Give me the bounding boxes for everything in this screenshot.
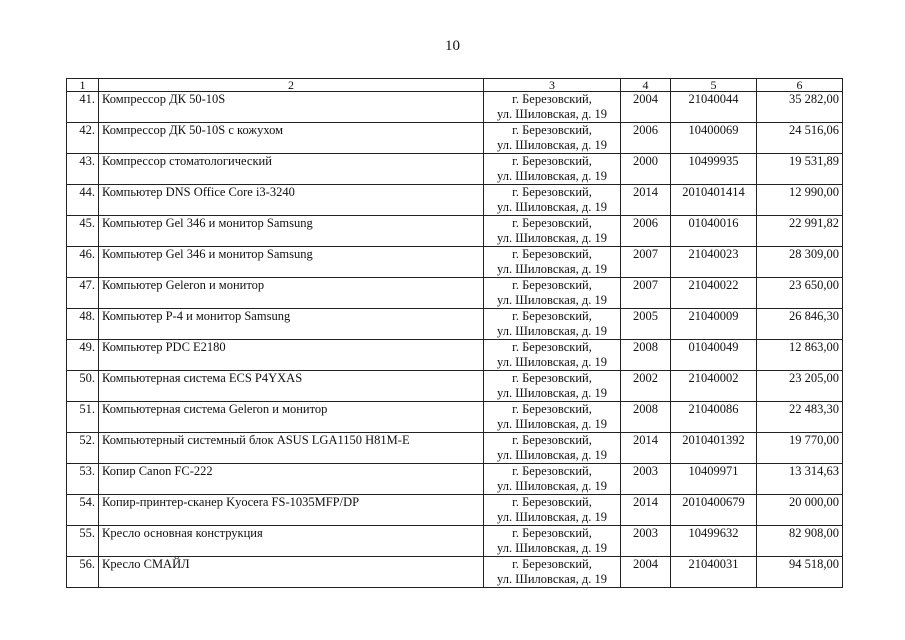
asset-name: Компьютер Gel 346 и монитор Samsung bbox=[99, 247, 484, 278]
address-street: ул. Шиловская, д. 19 bbox=[497, 231, 607, 245]
asset-address bbox=[484, 185, 621, 216]
row-number: 42. bbox=[67, 123, 99, 154]
asset-cost: 23 205,00 bbox=[757, 371, 843, 402]
address-street: ул. Шиловская, д. 19 bbox=[497, 138, 607, 152]
asset-address bbox=[484, 371, 621, 402]
acquisition-year: 2004 bbox=[621, 557, 671, 588]
column-header: 3 bbox=[484, 79, 621, 92]
column-header: 4 bbox=[621, 79, 671, 92]
address-city: г. Березовский, bbox=[512, 123, 592, 137]
address-street: ул. Шиловская, д. 19 bbox=[497, 386, 607, 400]
address-street: ул. Шиловская, д. 19 bbox=[497, 169, 607, 183]
address-city: г. Березовский, bbox=[512, 309, 592, 323]
acquisition-year: 2007 bbox=[621, 247, 671, 278]
asset-address bbox=[484, 123, 621, 154]
inventory-number: 21040031 bbox=[671, 557, 757, 588]
asset-address bbox=[484, 402, 621, 433]
asset-address bbox=[484, 340, 621, 371]
address-city: г. Березовский, bbox=[512, 371, 592, 385]
acquisition-year: 2007 bbox=[621, 278, 671, 309]
address-city: г. Березовский, bbox=[512, 495, 592, 509]
asset-address bbox=[484, 247, 621, 278]
asset-name: Компьютер Gel 346 и монитор Samsung bbox=[99, 216, 484, 247]
inventory-number: 21040023 bbox=[671, 247, 757, 278]
table-row bbox=[67, 557, 843, 588]
address-city: г. Березовский, bbox=[512, 278, 592, 292]
asset-address bbox=[484, 92, 621, 123]
page-number: 10 bbox=[445, 38, 460, 54]
table-row bbox=[67, 526, 843, 557]
row-number: 47. bbox=[67, 278, 99, 309]
asset-name: Копир Canon FC-222 bbox=[99, 464, 484, 495]
table-row bbox=[67, 216, 843, 247]
asset-address bbox=[484, 278, 621, 309]
asset-name: Компьютерный системный блок ASUS LGA1150 H81M-E bbox=[99, 433, 484, 464]
asset-cost: 12 863,00 bbox=[757, 340, 843, 371]
acquisition-year: 2005 bbox=[621, 309, 671, 340]
row-number: 45. bbox=[67, 216, 99, 247]
acquisition-year: 2003 bbox=[621, 464, 671, 495]
asset-name: Компьютерная система ECS P4YXAS bbox=[99, 371, 484, 402]
asset-cost: 35 282,00 bbox=[757, 92, 843, 123]
acquisition-year: 2008 bbox=[621, 340, 671, 371]
inventory-number: 10499935 bbox=[671, 154, 757, 185]
asset-name: Кресло основная конструкция bbox=[99, 526, 484, 557]
asset-name: Компрессор ДК 50-10S bbox=[99, 92, 484, 123]
column-header: 5 bbox=[671, 79, 757, 92]
asset-cost: 24 516,06 bbox=[757, 123, 843, 154]
asset-name: Компрессор стоматологический bbox=[99, 154, 484, 185]
address-street: ул. Шиловская, д. 19 bbox=[497, 107, 607, 121]
address-street: ул. Шиловская, д. 19 bbox=[497, 510, 607, 524]
table-row bbox=[67, 433, 843, 464]
table-row bbox=[67, 247, 843, 278]
asset-address bbox=[484, 433, 621, 464]
row-number: 52. bbox=[67, 433, 99, 464]
inventory-number: 2010400679 bbox=[671, 495, 757, 526]
asset-table bbox=[66, 78, 843, 588]
asset-address bbox=[484, 309, 621, 340]
address-city: г. Березовский, bbox=[512, 154, 592, 168]
acquisition-year: 2006 bbox=[621, 123, 671, 154]
asset-name: Копир-принтер-сканер Kyocera FS-1035MFP/DP bbox=[99, 495, 484, 526]
asset-name: Компьютер Р-4 и монитор Samsung bbox=[99, 309, 484, 340]
row-number: 49. bbox=[67, 340, 99, 371]
acquisition-year: 2008 bbox=[621, 402, 671, 433]
inventory-number: 10400069 bbox=[671, 123, 757, 154]
row-number: 44. bbox=[67, 185, 99, 216]
asset-address bbox=[484, 154, 621, 185]
inventory-number: 2010401392 bbox=[671, 433, 757, 464]
asset-cost: 20 000,00 bbox=[757, 495, 843, 526]
asset-address bbox=[484, 216, 621, 247]
table-row bbox=[67, 92, 843, 123]
asset-address bbox=[484, 526, 621, 557]
asset-cost: 19 531,89 bbox=[757, 154, 843, 185]
asset-name: Компьютерная система Geleron и монитор bbox=[99, 402, 484, 433]
row-number: 53. bbox=[67, 464, 99, 495]
acquisition-year: 2002 bbox=[621, 371, 671, 402]
address-street: ул. Шиловская, д. 19 bbox=[497, 262, 607, 276]
address-street: ул. Шиловская, д. 19 bbox=[497, 479, 607, 493]
asset-name: Компьютер DNS Office Core i3-3240 bbox=[99, 185, 484, 216]
column-header: 6 bbox=[757, 79, 843, 92]
table-row bbox=[67, 278, 843, 309]
table-row bbox=[67, 464, 843, 495]
address-street: ул. Шиловская, д. 19 bbox=[497, 572, 607, 586]
asset-cost: 22 991,82 bbox=[757, 216, 843, 247]
inventory-number: 10499632 bbox=[671, 526, 757, 557]
row-number: 55. bbox=[67, 526, 99, 557]
address-street: ул. Шиловская, д. 19 bbox=[497, 293, 607, 307]
inventory-number: 21040044 bbox=[671, 92, 757, 123]
row-number: 50. bbox=[67, 371, 99, 402]
row-number: 51. bbox=[67, 402, 99, 433]
address-street: ул. Шиловская, д. 19 bbox=[497, 541, 607, 555]
asset-cost: 23 650,00 bbox=[757, 278, 843, 309]
table-row bbox=[67, 123, 843, 154]
asset-address bbox=[484, 495, 621, 526]
asset-cost: 19 770,00 bbox=[757, 433, 843, 464]
acquisition-year: 2000 bbox=[621, 154, 671, 185]
asset-name: Компрессор ДК 50-10S с кожухом bbox=[99, 123, 484, 154]
address-street: ул. Шиловская, д. 19 bbox=[497, 355, 607, 369]
asset-address bbox=[484, 557, 621, 588]
inventory-number: 21040022 bbox=[671, 278, 757, 309]
asset-cost: 12 990,00 bbox=[757, 185, 843, 216]
acquisition-year: 2014 bbox=[621, 433, 671, 464]
header-row bbox=[67, 79, 843, 92]
asset-name: Компьютер PDC E2180 bbox=[99, 340, 484, 371]
address-city: г. Березовский, bbox=[512, 247, 592, 261]
table-row bbox=[67, 371, 843, 402]
address-city: г. Березовский, bbox=[512, 557, 592, 571]
address-city: г. Березовский, bbox=[512, 216, 592, 230]
asset-address bbox=[484, 464, 621, 495]
asset-cost: 26 846,30 bbox=[757, 309, 843, 340]
table-row bbox=[67, 154, 843, 185]
inventory-number: 2010401414 bbox=[671, 185, 757, 216]
inventory-number: 01040049 bbox=[671, 340, 757, 371]
row-number: 41. bbox=[67, 92, 99, 123]
column-header: 1 bbox=[67, 79, 99, 92]
address-city: г. Березовский, bbox=[512, 464, 592, 478]
address-street: ул. Шиловская, д. 19 bbox=[497, 200, 607, 214]
inventory-number: 21040002 bbox=[671, 371, 757, 402]
row-number: 56. bbox=[67, 557, 99, 588]
row-number: 43. bbox=[67, 154, 99, 185]
inventory-number: 10409971 bbox=[671, 464, 757, 495]
table-row bbox=[67, 402, 843, 433]
address-street: ул. Шиловская, д. 19 bbox=[497, 448, 607, 462]
asset-cost: 94 518,00 bbox=[757, 557, 843, 588]
acquisition-year: 2003 bbox=[621, 526, 671, 557]
table-row bbox=[67, 495, 843, 526]
asset-cost: 13 314,63 bbox=[757, 464, 843, 495]
address-city: г. Березовский, bbox=[512, 340, 592, 354]
row-number: 46. bbox=[67, 247, 99, 278]
inventory-number: 21040009 bbox=[671, 309, 757, 340]
table-row bbox=[67, 185, 843, 216]
address-city: г. Березовский, bbox=[512, 92, 592, 106]
column-header: 2 bbox=[99, 79, 484, 92]
address-city: г. Березовский, bbox=[512, 433, 592, 447]
address-street: ул. Шиловская, д. 19 bbox=[497, 324, 607, 338]
acquisition-year: 2004 bbox=[621, 92, 671, 123]
inventory-number: 01040016 bbox=[671, 216, 757, 247]
acquisition-year: 2006 bbox=[621, 216, 671, 247]
row-number: 48. bbox=[67, 309, 99, 340]
address-city: г. Березовский, bbox=[512, 402, 592, 416]
table-row bbox=[67, 309, 843, 340]
address-city: г. Березовский, bbox=[512, 185, 592, 199]
asset-cost: 82 908,00 bbox=[757, 526, 843, 557]
acquisition-year: 2014 bbox=[621, 495, 671, 526]
address-city: г. Березовский, bbox=[512, 526, 592, 540]
inventory-number: 21040086 bbox=[671, 402, 757, 433]
acquisition-year: 2014 bbox=[621, 185, 671, 216]
row-number: 54. bbox=[67, 495, 99, 526]
asset-cost: 22 483,30 bbox=[757, 402, 843, 433]
address-street: ул. Шиловская, д. 19 bbox=[497, 417, 607, 431]
asset-name: Компьютер Geleron и монитор bbox=[99, 278, 484, 309]
asset-name: Кресло СМАЙЛ bbox=[99, 557, 484, 588]
table-row bbox=[67, 340, 843, 371]
asset-cost: 28 309,00 bbox=[757, 247, 843, 278]
